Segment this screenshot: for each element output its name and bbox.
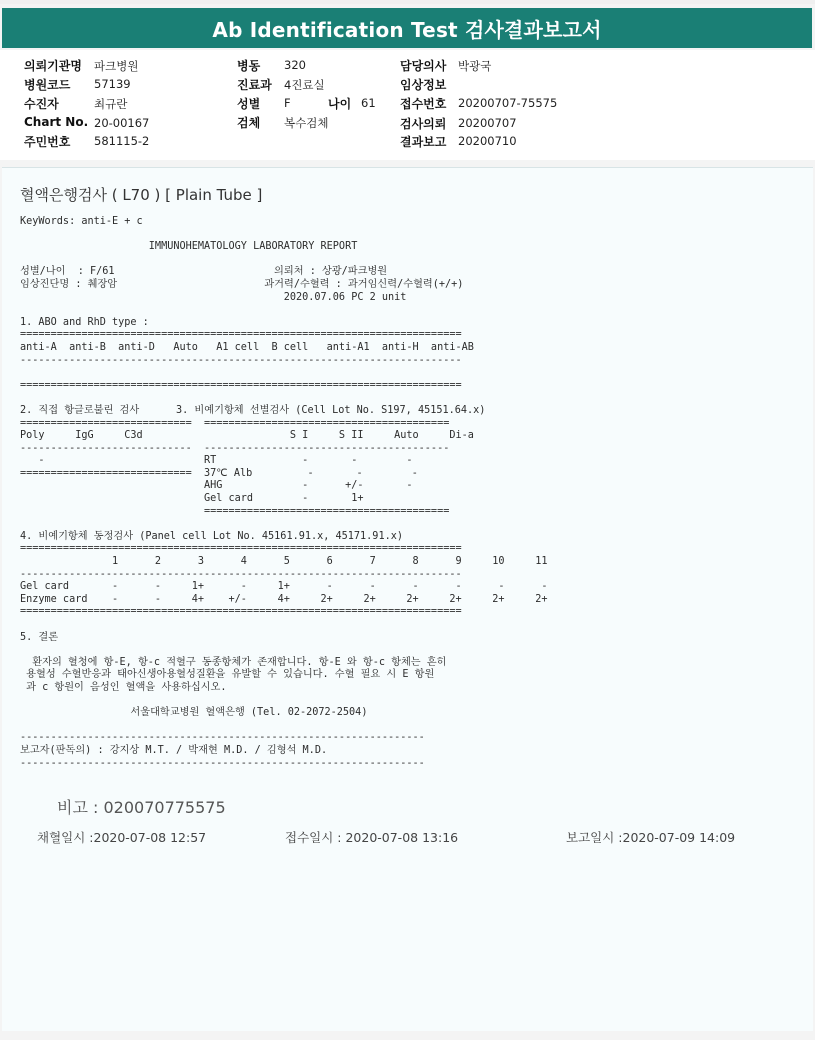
department-value: 4진료실	[284, 78, 325, 92]
hospital-code-label: 병원코드	[24, 78, 71, 92]
receipt-no-value: 20200707-75575	[458, 96, 558, 110]
ward-label: 병동	[237, 59, 261, 73]
top-divider	[0, 0, 815, 4]
chart-no-label: Chart No.	[24, 115, 89, 129]
request-date-label: 검사의뢰	[400, 117, 447, 131]
hospital-value: 파크병원	[94, 59, 139, 73]
ward-value: 320	[284, 58, 306, 72]
sex-value: F	[284, 96, 291, 110]
report-date-label: 결과보고	[400, 135, 447, 149]
received-time: 접수일시 : 2020-07-08 13:16	[285, 830, 459, 845]
clinical-info-label: 임상정보	[400, 78, 447, 92]
patient-name-value: 최규란	[94, 97, 128, 111]
reported-time: 보고일시 :2020-07-09 14:09	[566, 830, 736, 845]
department-label: 진료과	[237, 78, 272, 92]
report-section-title: 혈액은행검사 ( L70 ) [ Plain Tube ]	[20, 186, 263, 204]
patient-name-label: 수진자	[24, 97, 59, 111]
hospital-label: 의뢰기관명	[24, 59, 82, 73]
age-value: 61	[361, 96, 376, 110]
doctor-label: 담당의사	[400, 59, 447, 73]
report-header-title: Ab Identification Test 검사결과보고서	[212, 17, 602, 42]
chart-no-value: 20-00167	[94, 116, 150, 130]
lab-report-body: KeyWords: anti-E + c IMMUNOHEMATOLOGY LABORATORY REPORT 성별/나이 : F/61 의뢰처 : 상광/파크병원 임상진단명 : 췌장암 과거력/수혈력 : 과거임신력/수혈력(+/+) 2020.07.06 PC 2 unit 1. ABO and RhD type : ======================================================================== anti-A anti-B anti-D Auto A1 cell B cell anti-A1 anti-H anti-AB ------------------------------------------------------------------------ ======================================================================== 2. 직접 항글로불린 검사 3. 비예기항체 선별검사 (Cell Lot No. S197, 45151.64.x) ============================ ======================================== Poly IgG C3d S I S II Auto Di-a ---------------------------- ---------------------------------------- - RT - - - ============================ 37℃ Alb - - - AHG - +/- - Gel card - 1+ ======================================== 4. 비예기항체 동정검사 (Panel cell Lot No. 45161.91.x, 45171.91.x) ======================================================================== 1 2 3 4 5 6 7 8 9 10 11 ------------------------------------------------------------------------ Gel card - - 1+ - 1+ - - - - - - Enzyme card - - 4+ +/- 4+ 2+ 2+ 2+ 2+ 2+ 2+ ======================================================================== 5. 결론 환자의 혈청에 항-E, 항-c 적혈구 동종항체가 존재합니다. 항-E 와 항-c 항체는 흔히 용혈성 수혈반응과 태아신생아용혈성질환을 유발할 수 있습니다. 수혈 필요 시 E 항원 과 c 항원이 음성인 혈액을 사용하십시오. 서울대학교병원 혈액은행 (Tel. 02-2072-2504) ------------------------------------------------------------------ 보고자(판독의) : 강지상 M.T. / 박재현 M.D. / 김형석 M.D. ------------------------------------------------------------------	[20, 216, 548, 769]
note-value: 020070775575	[103, 798, 226, 817]
specimen-label: 검체	[237, 116, 261, 130]
receipt-no-label: 접수번호	[400, 97, 447, 111]
patient-info-panel	[0, 50, 815, 160]
sex-label: 성별	[237, 97, 261, 111]
specimen-value: 복수검체	[284, 116, 329, 130]
request-date-value: 20200707	[458, 116, 517, 130]
doctor-value: 박광국	[458, 59, 492, 73]
report-header	[2, 8, 812, 48]
resident-id-label: 주민번호	[24, 135, 71, 149]
collected-time: 채혈일시 :2020-07-08 12:57	[37, 830, 207, 845]
note-label: 비고 :	[57, 798, 99, 817]
hospital-code-value: 57139	[94, 77, 131, 91]
age-label: 나이	[328, 97, 352, 111]
resident-id-value: 581115-2	[94, 134, 150, 148]
note-line	[57, 795, 226, 818]
report-date-value: 20200710	[458, 134, 517, 148]
